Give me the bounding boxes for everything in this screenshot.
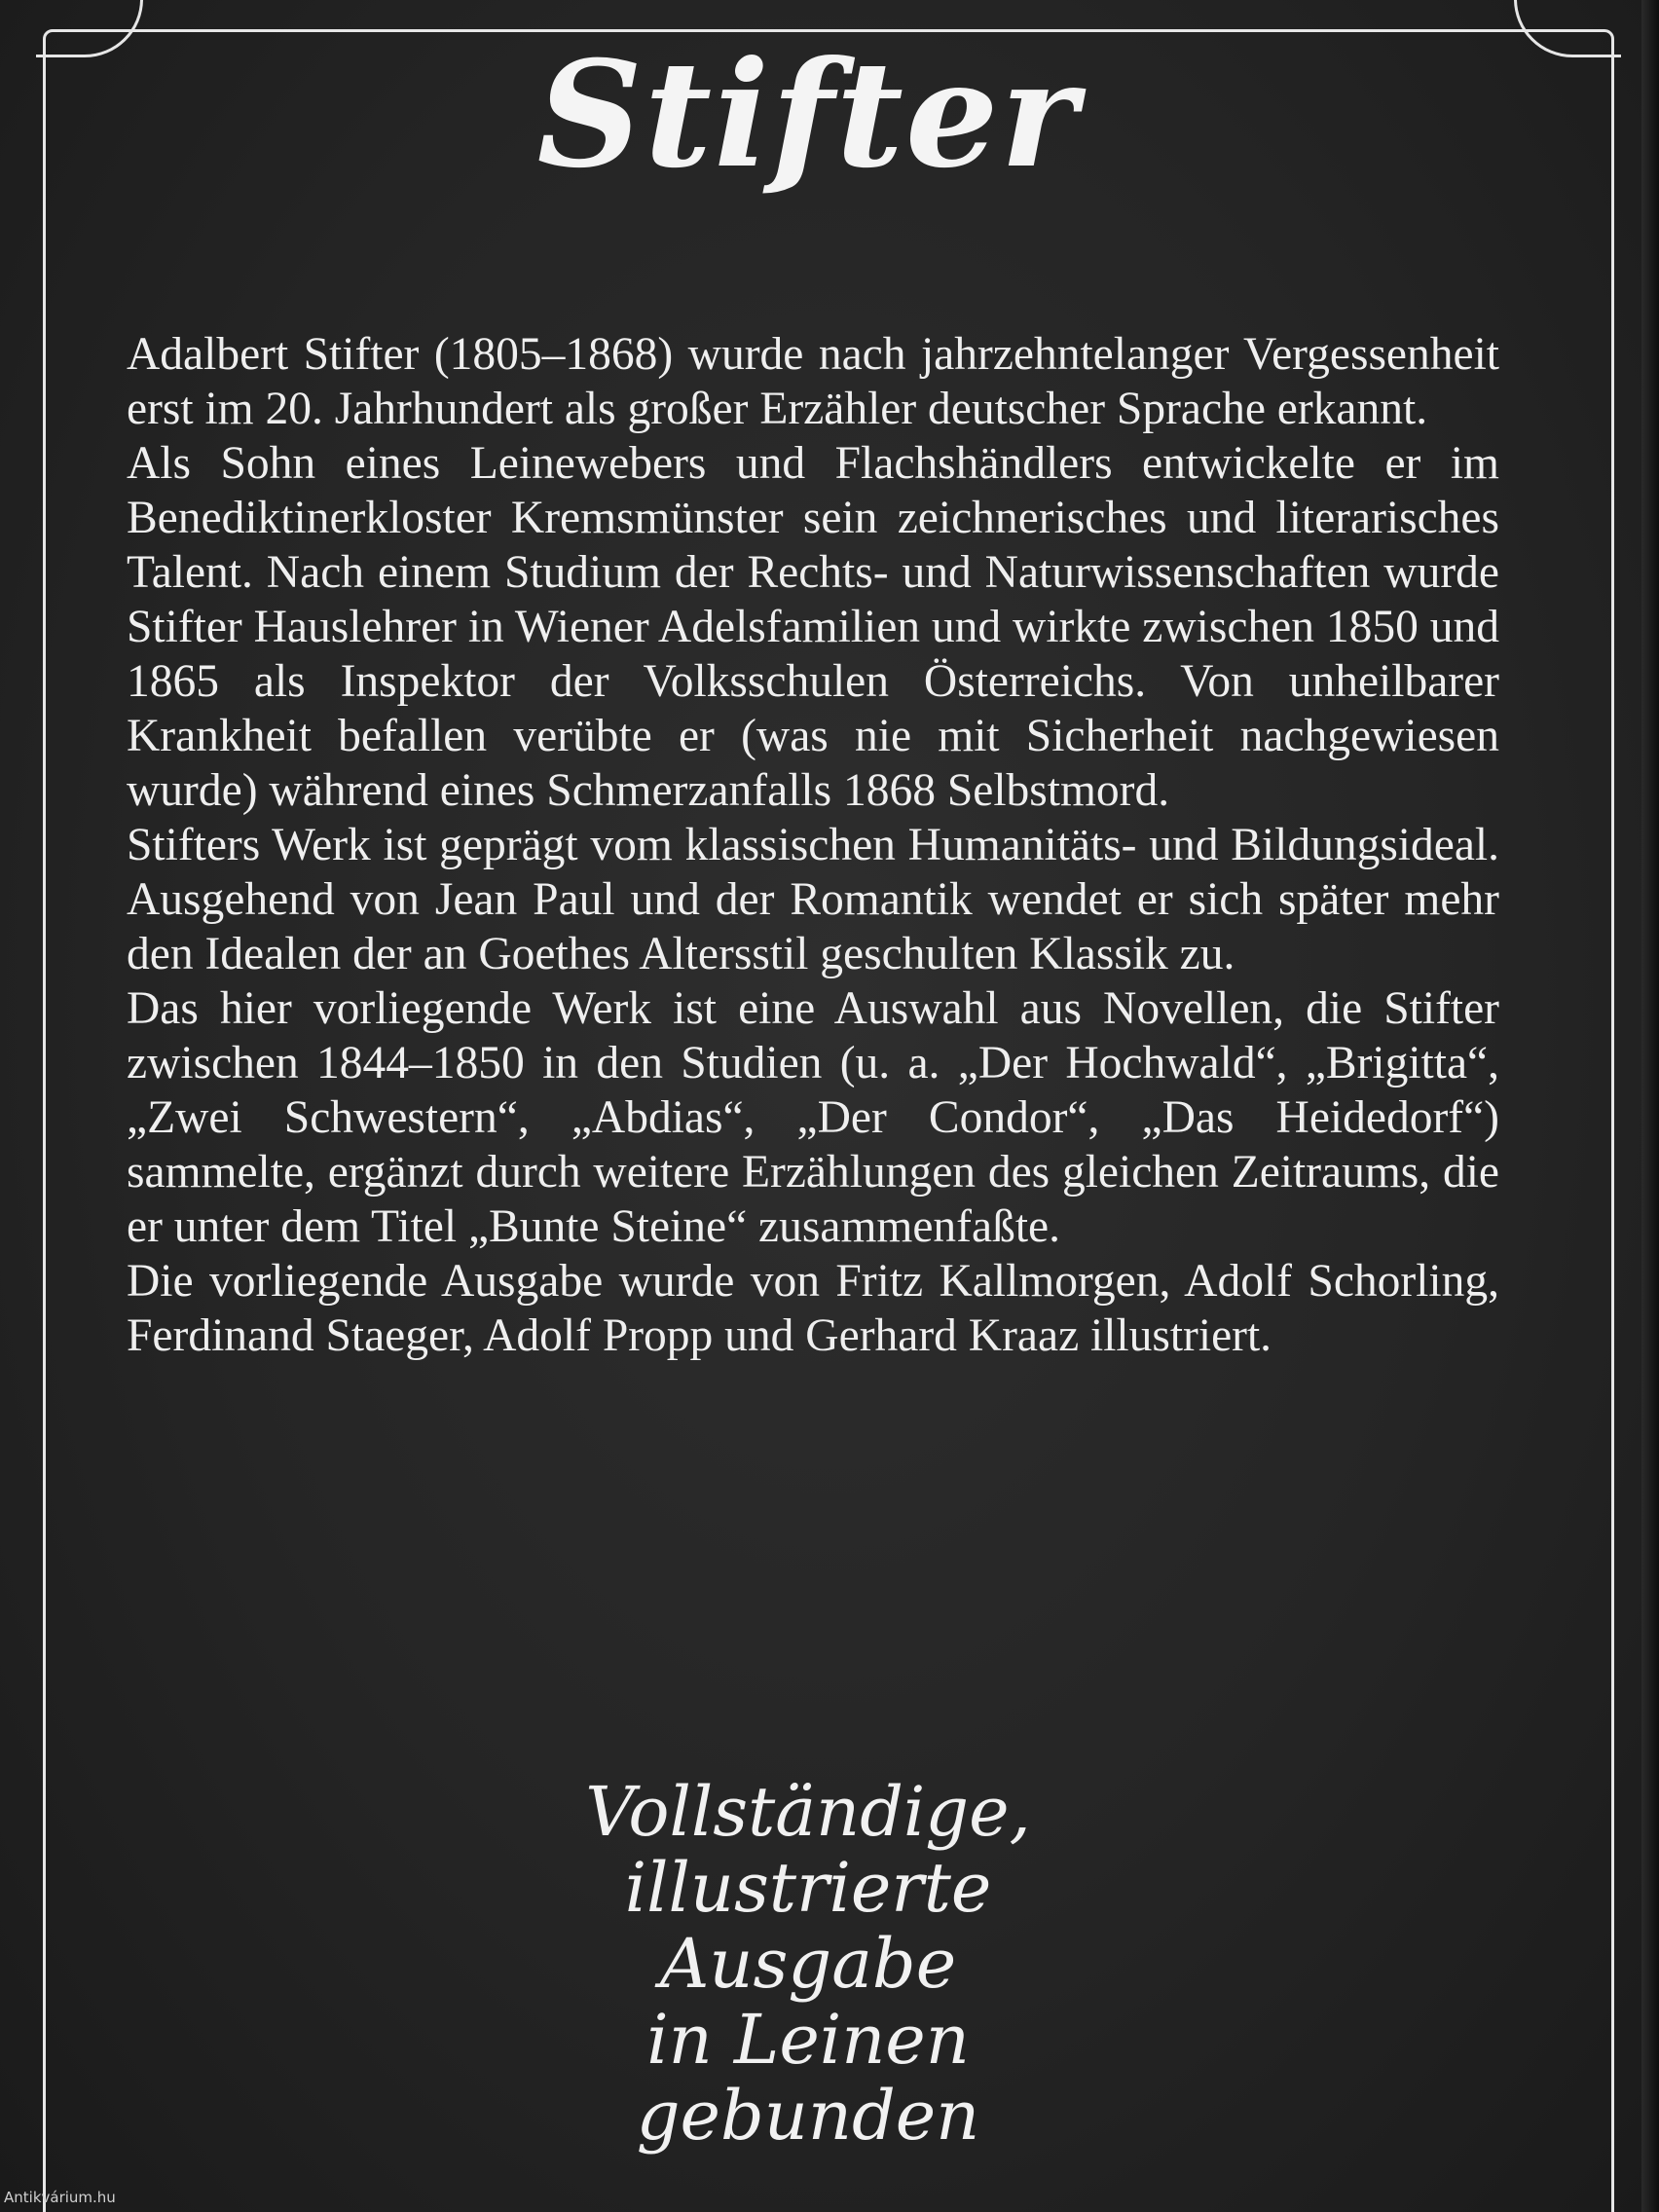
source-watermark: Antikvárium.hu <box>4 2189 116 2206</box>
tagline-line: illustrierte <box>624 1848 992 1928</box>
tagline-line: gebunden <box>636 2076 980 2156</box>
blurb-paragraph: Die vorliegende Ausgabe wurde von Fritz Kallmorgen, Adolf Schorling, Ferdinand Staeger, Adolf Propp und Gerhard Kraaz illustriert. <box>127 1256 1499 1361</box>
blurb-paragraph: Stifters Werk ist geprägt vom klassischen Humanitäts- und Bildungsideal. Ausgehend von Jean Paul und der Romantik wendet er sich später mehr den Idealen der an Goethes Altersstil geschulten Klassik zu. <box>127 820 1499 979</box>
tagline-line: in Leinen <box>646 2000 970 2080</box>
edition-tagline <box>0 1774 1616 2154</box>
blurb-text <box>127 327 1499 1363</box>
blurb-paragraph: Adalbert Stifter (1805–1868) wurde nach jahrzehntelanger Vergessenheit erst im 20. Jahrhundert als großer Erzähler deutscher Sprache erkannt. <box>127 329 1499 434</box>
blurb-paragraph: Das hier vorliegende Werk ist eine Auswahl aus Novellen, die Stifter zwischen 1844–1850 in den Studien (u. a. „Der Hochwald“, „Brigitta“, „Zwei Schwestern“, „Abdias“, „Der Condor“, „Das Heidedorf“) sammelte, ergänzt durch weitere Erzählungen des gleichen Zeitraums, die er unter dem Titel „Bunte Steine“ zusammenfaßte. <box>127 983 1499 1252</box>
blurb-paragraph: Als Sohn eines Leinewebers und Flachshändlers entwickelte er im Benediktinerkloster Kremsmünster sein zeichnerisches und literarisches Talent. Nach einem Studium der Rechts- und Naturwissenschaften wurde Stifter Hauslehrer in Wiener Adelsfamilien und wirkte zwischen 1850 und 1865 als Inspektor der Volksschulen Österreichs. Von unheilbarer Krankheit befallen verübte er (was nie mit Sicherheit nachgewiesen wurde) während eines Schmerzanfalls 1868 Selbstmord. <box>127 438 1499 816</box>
tagline-line: Ausgabe <box>659 1924 957 2004</box>
cover-title: Stifter <box>536 29 1080 201</box>
book-spine-edge <box>1641 0 1659 2212</box>
tagline-line: Vollständige, <box>585 1772 1031 1852</box>
